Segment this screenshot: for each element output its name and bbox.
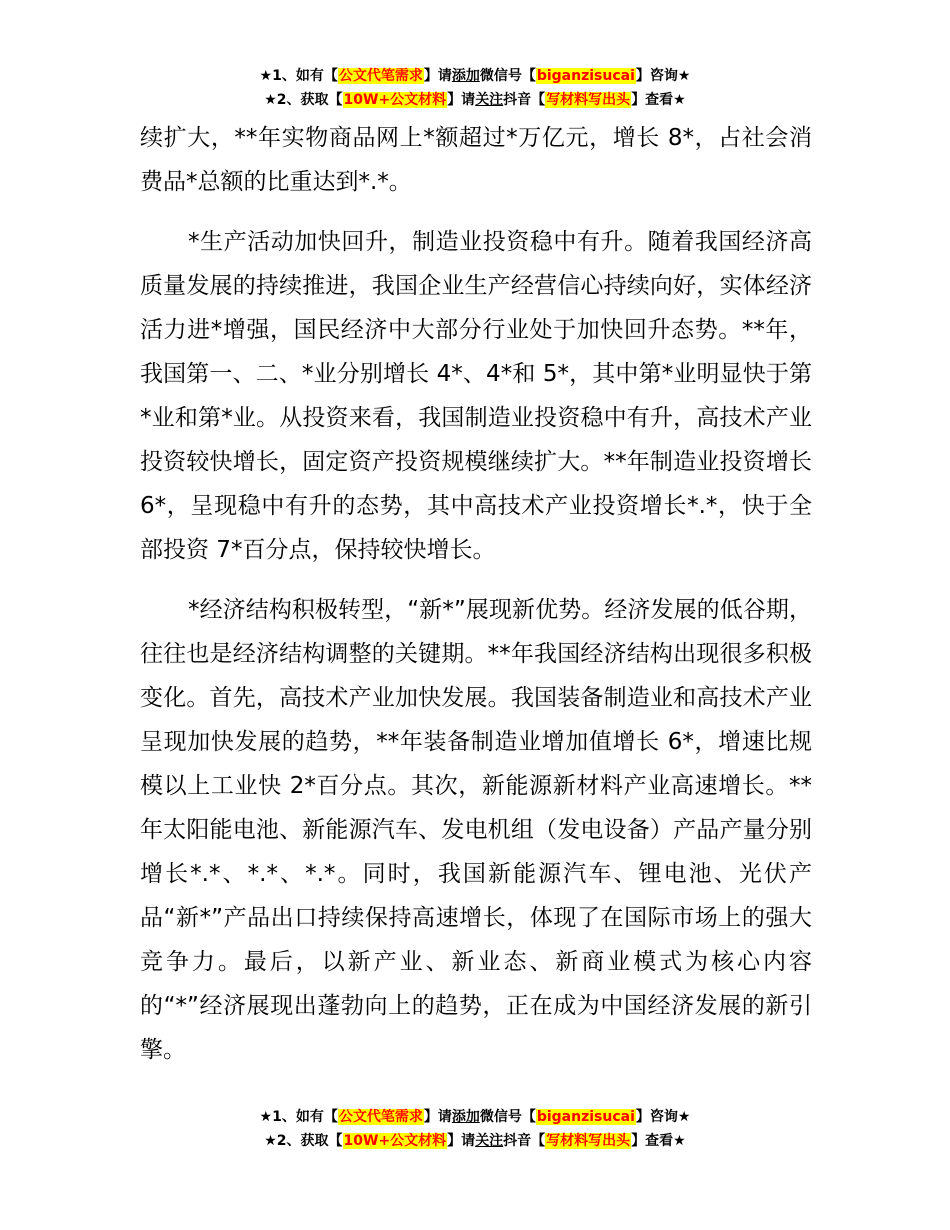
douyin-account-highlight: 写材料写出头 [546,92,631,108]
wechat-id-highlight: biganzisucai [536,1109,635,1125]
footer-line-2 [0,1129,950,1153]
materials-highlight: 10W+公文材料 [343,92,447,108]
footer-line-1-text: 】请 [423,1109,452,1125]
header-line-2-douyin-label: 抖音【 [503,92,546,108]
paragraph-production-activity: *生产活动加快回升，制造业投资稳中有升。随着我国经济高质量发展的持续推进，我国企业生产经营信心持续向好，实体经济活力进*增强，国民经济中大部分行业处于加快回升态势。**年，我国第一、二、*业分别增长 4*、4*和 5*，其中第*业明显快于第*业和第*业。从投资来看，我国制造业投资稳中有升，高技术产业投资较快增长，固定资产投资规模继续扩大。**年制造业投资增长 6*，呈现稳中有升的态势，其中高技术产业投资增长*.*，快于全部投资 7*百分点，保持较快增长。 [140,229,812,563]
ghostwriting-highlight: 公文代笔需求 [338,68,423,84]
follow-underlined: 关注 [475,1133,504,1149]
header-line-1-text: 】请 [423,68,452,84]
header-banner [0,64,950,112]
paragraph-continuation: 续扩大，**年实物商品网上*额超过*万亿元，增长 8*，占社会消费品*总额的比重达到*.*。 [140,125,812,195]
footer-line-2-prefix: ★2、获取【 [264,1133,343,1149]
header-line-1-suffix: 】咨询★ [635,68,691,84]
douyin-account-highlight: 写材料写出头 [546,1133,631,1149]
header-line-2 [0,88,950,112]
ghostwriting-highlight: 公文代笔需求 [338,1109,423,1125]
header-line-2-text: 】请 [447,92,476,108]
footer-line-2-text: 】请 [447,1133,476,1149]
footer-line-2-douyin-label: 抖音【 [503,1133,546,1149]
header-line-1 [0,64,950,88]
paragraph-economic-structure: *经济结构积极转型，“新*”展现新优势。经济发展的低谷期，往往也是经济结构调整的关键期。**年我国经济结构出现很多积极变化。首先，高技术产业加快发展。我国装备制造业和高技术产业呈现加快发展的趋势，**年装备制造业增加值增长 6*，增速比规模以上工业快 2*百分点。其次，新能源新材料产业高速增长。**年太阳能电池、新能源汽车、发电机组（发电设备）产品产量分别增长*.*、*.*、*.*。同时，我国新能源汽车、锂电池、光伏产品“新*”产品出口持续保持高速增长，体现了在国际市场上的强大竞争力。最后，以新产业、新业态、新商业模式为核心内容的“*”经济展现出蓬勃向上的趋势，正在成为中国经济发展的新引擎。 [140,597,812,1063]
footer-banner [0,1105,950,1153]
materials-highlight: 10W+公文材料 [343,1133,447,1149]
footer-line-2-suffix: 】查看★ [631,1133,686,1149]
footer-line-1-prefix: ★1、如有【 [259,1109,338,1125]
header-line-1-prefix: ★1、如有【 [259,68,338,84]
add-underlined: 添加 [451,68,480,84]
document-body [140,116,812,1072]
wechat-id-highlight: biganzisucai [536,68,635,84]
add-underlined: 添加 [451,1109,480,1125]
header-line-1-wechat-label: 微信号【 [479,68,536,84]
follow-underlined: 关注 [475,92,504,108]
footer-line-1 [0,1105,950,1129]
footer-line-1-wechat-label: 微信号【 [479,1109,536,1125]
header-line-2-suffix: 】查看★ [631,92,686,108]
footer-line-1-suffix: 】咨询★ [635,1109,691,1125]
header-line-2-prefix: ★2、获取【 [264,92,343,108]
